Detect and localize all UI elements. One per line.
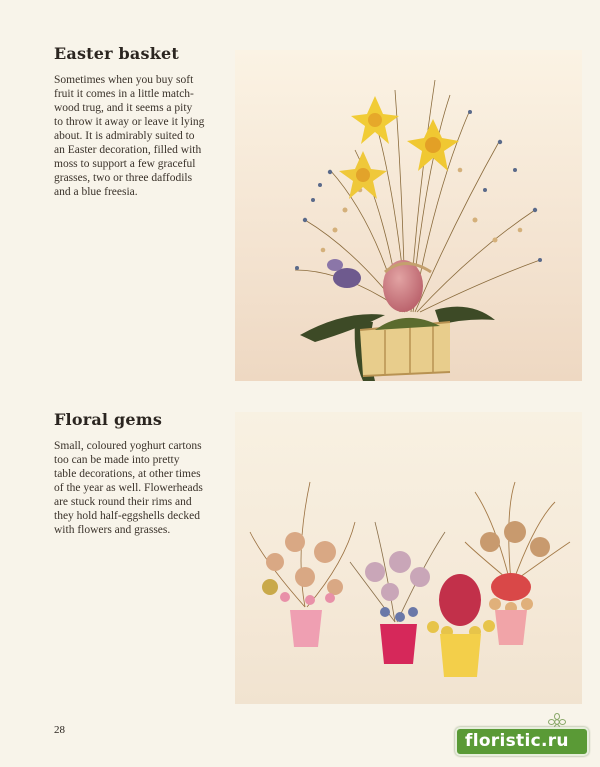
text-line: are stuck round their rims and bbox=[54, 496, 192, 508]
text-line: Sometimes when you buy soft bbox=[54, 74, 194, 86]
text-line: of the year as well. Flowerheads bbox=[54, 482, 203, 494]
section-title-easter-basket: Easter basket bbox=[54, 44, 179, 63]
easter-basket-photo bbox=[235, 50, 582, 381]
page-number: 28 bbox=[54, 724, 65, 736]
text-line: moss to support a few graceful bbox=[54, 158, 196, 170]
floral-gems-photo bbox=[235, 412, 582, 704]
text-line: to throw it away or leave it lying bbox=[54, 116, 205, 128]
text-line: an Easter decoration, filled with bbox=[54, 144, 202, 156]
text-line: grasses, two or three daffodils bbox=[54, 172, 193, 184]
text-line: too can be made into pretty bbox=[54, 454, 180, 466]
text-line: wood trug, and it seems a pity bbox=[54, 102, 193, 114]
text-line: table decorations, at other times bbox=[54, 468, 201, 480]
text-line: with flowers and grasses. bbox=[54, 524, 171, 536]
section-body-floral-gems bbox=[54, 439, 224, 537]
watermark-logo bbox=[455, 727, 589, 756]
text-line: about. It is admirably suited to bbox=[54, 130, 195, 142]
text-line: Small, coloured yoghurt cartons bbox=[54, 440, 202, 452]
text-line: they hold half-eggshells decked bbox=[54, 510, 200, 522]
section-body-easter-basket bbox=[54, 73, 224, 199]
text-line: and a blue freesia. bbox=[54, 186, 138, 198]
section-title-floral-gems: Floral gems bbox=[54, 410, 163, 429]
text-line: fruit it comes in a little match- bbox=[54, 88, 194, 100]
watermark-text: floristic.ru bbox=[465, 731, 569, 751]
